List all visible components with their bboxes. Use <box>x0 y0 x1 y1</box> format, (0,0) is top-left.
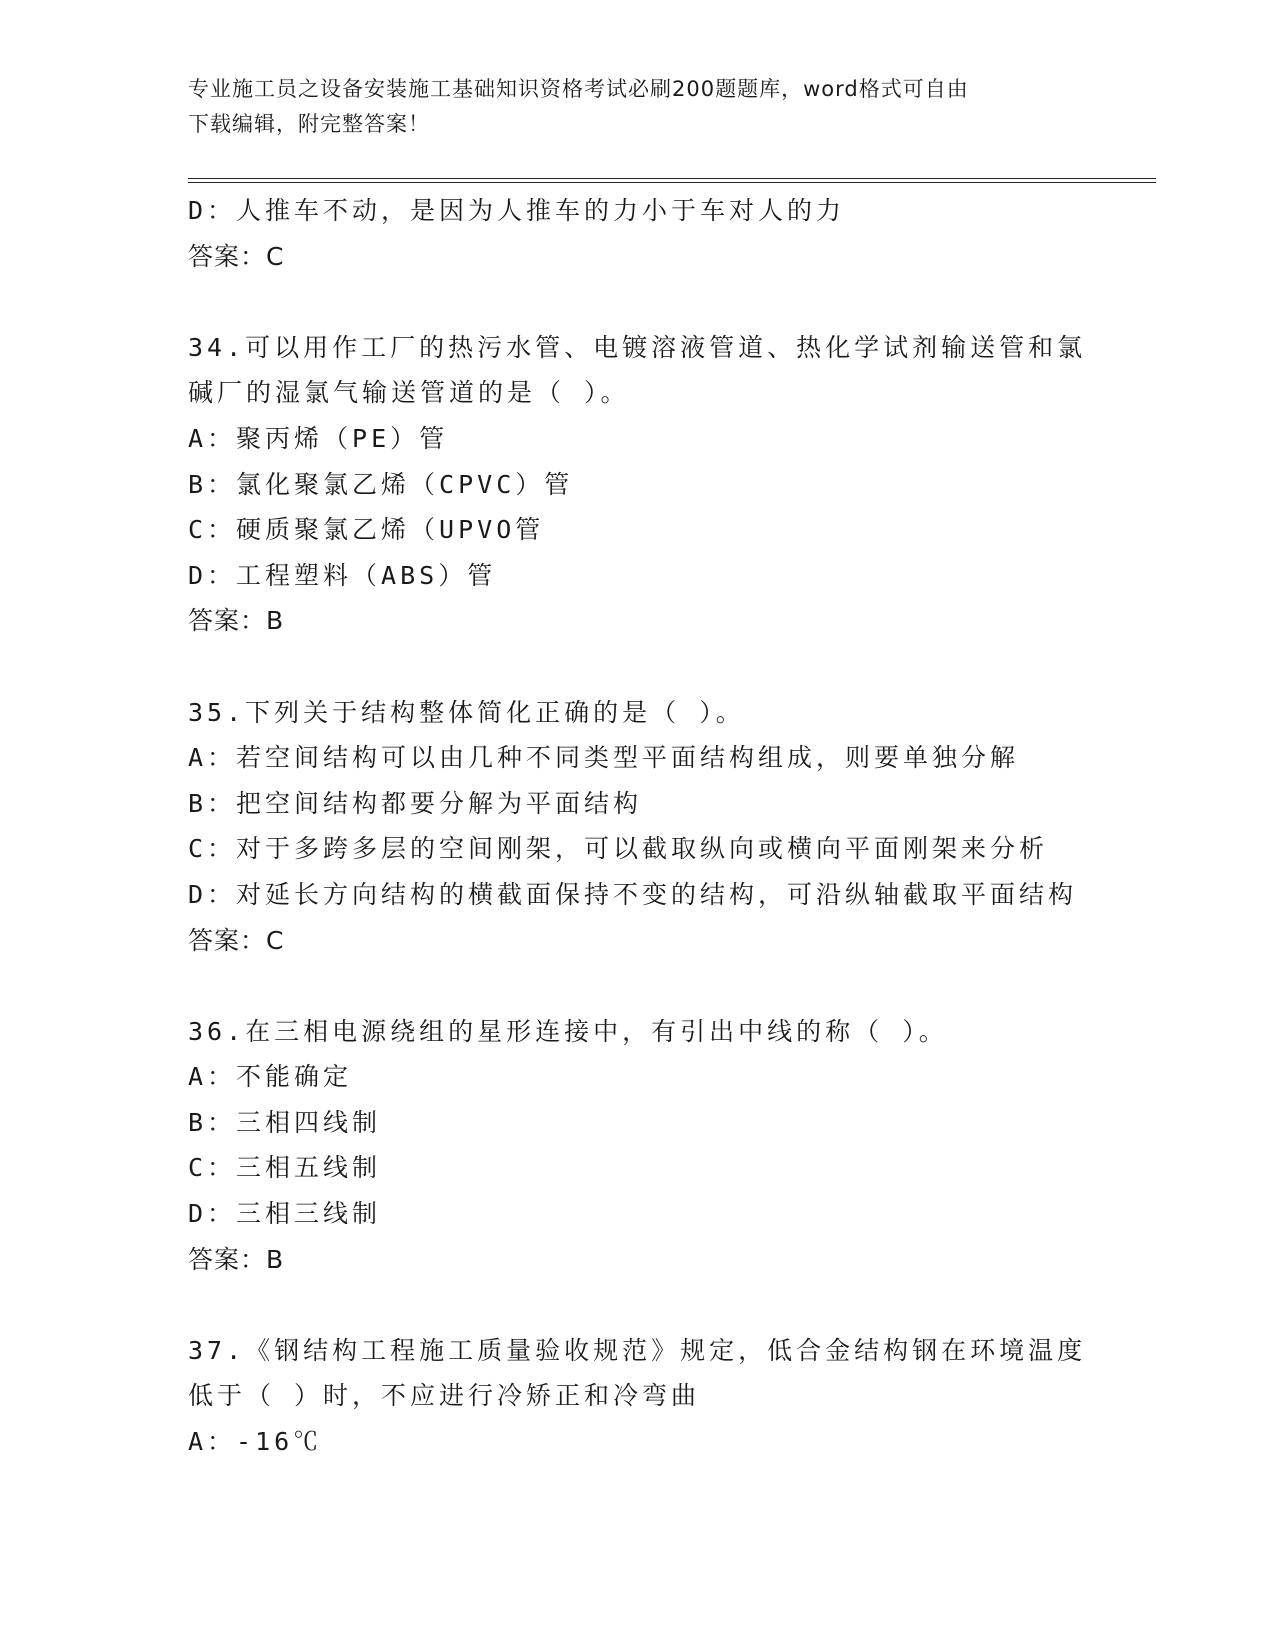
option-c: C：三相五线制 <box>188 1153 382 1183</box>
option-c: C：对于多跨多层的空间刚架，可以截取纵向或横向平面刚架来分析 <box>188 834 1049 864</box>
question-36 <box>188 1009 1088 1283</box>
spacer <box>188 644 1088 690</box>
option-d: D：三相三线制 <box>188 1199 382 1229</box>
question-33 <box>188 188 1088 279</box>
option-d: D：对延长方向结构的横截面保持不变的结构，可沿纵轴截取平面结构 <box>188 879 1078 909</box>
spacer <box>188 963 1088 1009</box>
option-d: D：工程塑料（ABS）管 <box>188 560 497 590</box>
spacer <box>188 279 1088 325</box>
spacer <box>188 1282 1088 1328</box>
header-line-1: 专业施工员之设备安装施工基础知识资格考试必刷200题题库，word格式可自由 <box>188 77 969 101</box>
answer-label: 答案：C <box>188 241 285 271</box>
option-a: A：-16℃ <box>188 1427 323 1457</box>
option-b: B：把空间结构都要分解为平面结构 <box>188 788 643 818</box>
option-b: B：氯化聚氯乙烯（CPVC）管 <box>188 469 574 499</box>
header-divider-bottom <box>188 182 1156 183</box>
document-header <box>188 72 1068 142</box>
question-stem: 36.在三相电源绕组的星形连接中，有引出中线的称（ ）。 <box>188 1016 948 1046</box>
option-c: C：硬质聚氯乙烯（UPVO管 <box>188 515 545 545</box>
question-stem-line-2: 碱厂的湿氯气输送管道的是（ ）。 <box>188 378 630 408</box>
answer-label: 答案：C <box>188 925 285 955</box>
option-a: A：不能确定 <box>188 1062 353 1092</box>
option-a: A：聚丙烯（PE）管 <box>188 423 449 453</box>
question-34 <box>188 325 1088 644</box>
header-line-2: 下载编辑，附完整答案！ <box>188 112 430 136</box>
question-35 <box>188 690 1088 964</box>
answer-label: 答案：B <box>188 1244 285 1274</box>
question-37 <box>188 1328 1088 1465</box>
question-stem-line-2: 低于（ ）时，不应进行冷矫正和冷弯曲 <box>188 1381 701 1411</box>
question-stem-line-1: 34.可以用作工厂的热污水管、电镀溶液管道、热化学试剂输送管和氯 <box>188 332 1087 362</box>
option-b: B：三相四线制 <box>188 1107 382 1137</box>
option-a: A：若空间结构可以由几种不同类型平面结构组成，则要单独分解 <box>188 743 1020 773</box>
answer-label: 答案：B <box>188 606 285 636</box>
question-list <box>188 188 1088 1465</box>
header-divider-top <box>188 178 1156 179</box>
question-stem-line-1: 37.《钢结构工程施工质量验收规范》规定，低合金结构钢在环境温度 <box>188 1335 1087 1365</box>
question-stem: 35.下列关于结构整体简化正确的是（ ）。 <box>188 697 745 727</box>
option-d: D：人推车不动，是因为人推车的力小于车对人的力 <box>188 196 846 225</box>
